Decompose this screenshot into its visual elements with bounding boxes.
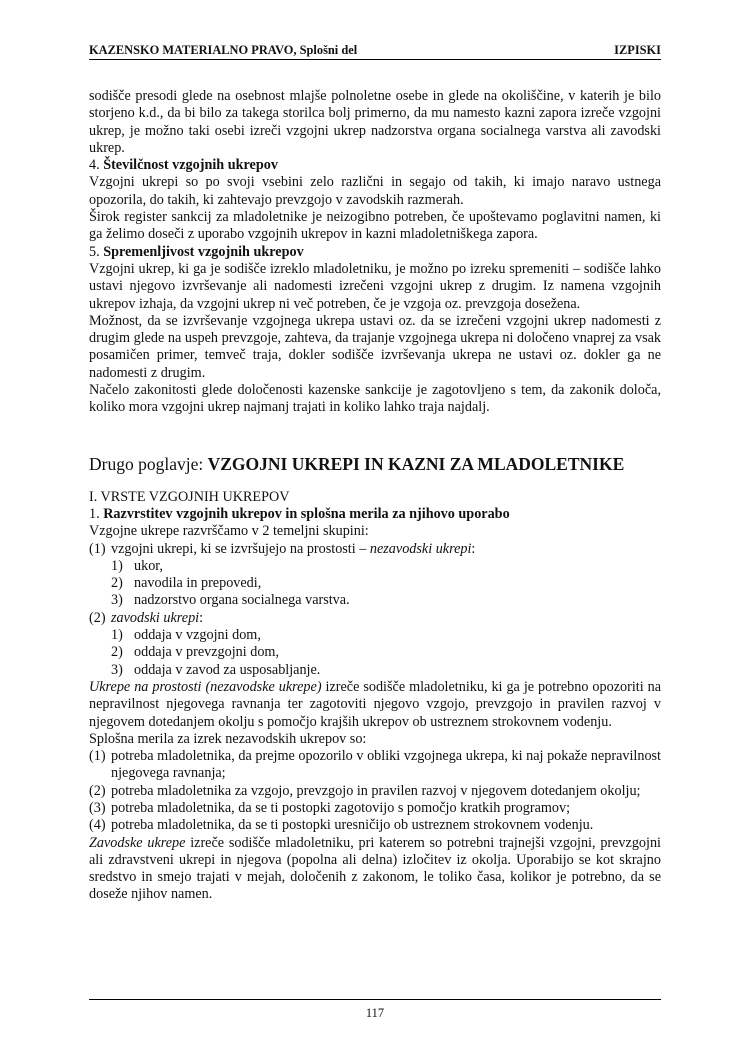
page-number: 117 xyxy=(365,1006,385,1020)
sub-list-item: 1) ukor, xyxy=(111,557,163,574)
paragraph: Splošna merila za izrek nezavodskih ukrepov so: xyxy=(89,730,367,747)
criteria-item: (3) potreba mladoletnika, da se ti postopki zagotovijo s pomočjo kratkih programov; xyxy=(89,799,571,816)
paragraph: Vzgojni ukrep, ki ga je sodišče izreklo mladoletniku, je možno po izreku spremeniti – sodišče lahko ustavi njegovo izvrševanje ali nadomesti izrečeni vzgojni ukrep z drugim. Iz namena vzgojnih ukrepov izhaja, da vzgojni ukrep ni več potreben, če je vzgoja oz. prevzgoja dosežena. xyxy=(89,260,661,312)
group-item: (2) zavodski ukrepi: xyxy=(89,609,204,626)
chapter-heading: Drugo poglavje: VZGOJNI UKREPI IN KAZNI ZA MLADOLETNIKE xyxy=(89,453,625,474)
paragraph: Vzgojni ukrepi so po svoji vsebini zelo različni in segajo od takih, ki imajo naravo ustnega opozorila, do takih, ki zahtevajo prevzgojo v zavodskih razmerah. xyxy=(89,174,661,208)
page-footer xyxy=(89,999,661,1021)
sub-list-item: 2) oddaja v prevzgojni dom, xyxy=(111,644,279,661)
sub-list-item: 3) oddaja v zavod za usposabljanje. xyxy=(111,661,321,678)
running-header xyxy=(89,41,661,60)
criteria-item: (4) potreba mladoletnika, da se ti postopki uresničijo ob ustreznem strokovnem vodenju. xyxy=(89,817,594,834)
section-heading-4: 4. Številčnost vzgojnih ukrepov xyxy=(89,157,278,174)
sub-list-item: 3) nadzorstvo organa socialnega varstva. xyxy=(111,592,350,609)
paragraph: Zavodske ukrepe izreče sodišče mladoletniku, pri katerem so potrebni trajnejši vzgojni, prevzgojni ali zdravstveni ukrepi in njegova (popolna ali delna) izločitev iz okolja. Uporabijo se kot skrajno sredstvo in smejo trajati v mejah, določenih z zakonom, le toliko časa, kolikor je potrebno, da se doseže njihov namen. xyxy=(89,834,661,903)
paragraph: Vzgojne ukrepe razvrščamo v 2 temeljni skupini: xyxy=(89,523,369,540)
sub-list-item: 2) navodila in prepovedi, xyxy=(111,575,262,592)
paragraph: sodišče presodi glede na osebnost mlajše polnoletne osebe in glede na okoliščine, v katerih je bilo storjeno k.d., da bi bilo za takega storilca bolj primerno, da mu namesto kazni zapora izreče vzgojni ukrep, je možno taki osebi izreči vzgojni ukrep nadzorstva organa socialnega varstva ali zavodski ukrep. xyxy=(89,88,661,156)
group-item: (1) vzgojni ukrepi, ki se izvršujejo na prostosti – nezavodski ukrepi: xyxy=(89,540,476,557)
paragraph: Načelo zakonitosti glede določenosti kazenske sankcije je zagotovljeno s tem, da zakonik določa, koliko mora vzgojni ukrep najmanj trajati in koliko lahko traja najdalj. xyxy=(89,382,661,416)
section-heading-5: 5. Spremenljivost vzgojnih ukrepov xyxy=(89,243,304,260)
criteria-item: (1) potreba mladoletnika, da prejme opozorilo v obliki vzgojnega ukrepa, ki naj pokaže nepravilnost njegovega ravnanja; xyxy=(89,748,661,782)
part-heading: I. VRSTE VZGOJNIH UKREPOV xyxy=(89,488,290,505)
header-section: IZPISKI xyxy=(614,43,661,57)
sub-list-item: 1) oddaja v vzgojni dom, xyxy=(111,627,261,644)
paragraph: Širok register sankcij za mladoletnike je neizogibno potreben, če upoštevamo poglavitni namen, ki ga želimo doseči z uporabo vzgojnih ukrepov in kazni mladoletniškega zapora. xyxy=(89,209,661,243)
header-title: KAZENSKO MATERIALNO PRAVO, Splošni del xyxy=(89,43,358,57)
page-content xyxy=(89,88,661,904)
paragraph: Ukrepe na prostosti (nezavodske ukrepe) izreče sodišče mladoletniku, ki ga je potrebno opozoriti na nepravilnost njegovega ravnanja ter zagotoviti njegovo vzgojo, prevzgojo in pravilen razvoj v njegovem dotedanjem okolju s pomočjo krajših ukrepov ob ustreznem strokovnem vodenju. xyxy=(89,678,662,730)
paragraph: Možnost, da se izvrševanje vzgojnega ukrepa ustavi oz. da se izrečeni vzgojni ukrep nadomesti z drugim glede na uspeh prevzgoje, zahteva, da trajanje vzgojnega ukrepa ni določeno vnaprej za vsak posamičen primer, temveč traja, dokler sodišče izvrševanja ukrepa ne ustavi oz. dokler ga ne nadomesti z drugim. xyxy=(89,312,661,381)
criteria-item: (2) potreba mladoletnika za vzgojo, prevzgojo in pravilen razvoj v njegovem dotedanjem okolju; xyxy=(89,782,641,799)
section-heading-1: 1. Razvrstitev vzgojnih ukrepov in splošna merila za njihovo uporabo xyxy=(89,505,510,522)
